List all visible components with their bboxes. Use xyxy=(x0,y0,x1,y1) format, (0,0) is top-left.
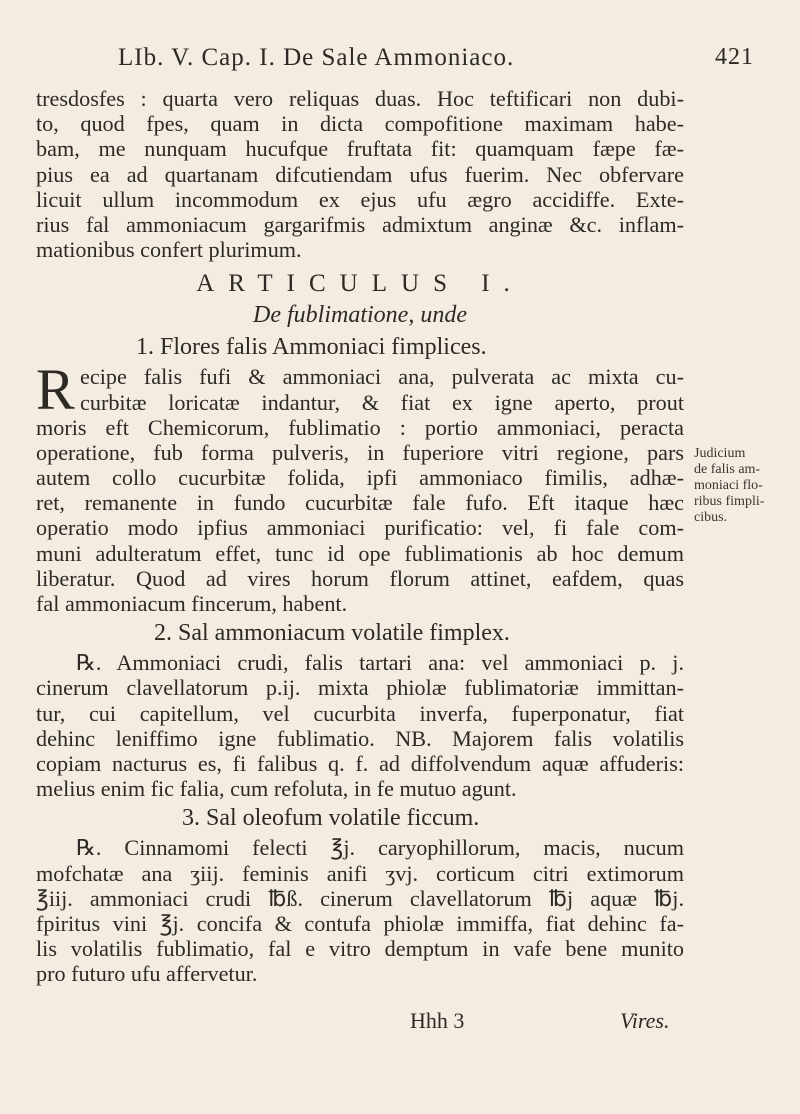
text-line: ret, remanente in fundo cucurbitæ fale fufo. Eft itaque hæc xyxy=(36,490,684,516)
catchword: Vires. xyxy=(620,1008,670,1033)
text-line: operatio modo ipfius ammoniaci purificatio: vel, fi fale com- xyxy=(36,515,684,541)
text-line: mofchatæ ana ʒiij. feminis anifi ʒvj. corticum citri extimorum xyxy=(36,860,684,886)
margin-note-line: Judicium xyxy=(694,446,746,461)
text-line: bam, me nunquam hucufque fruftata fit: quamquam fæpe fæ- xyxy=(36,136,684,162)
text-line: to, quod fpes, quam in dicta compofitione maximam habe- xyxy=(36,111,684,137)
drop-cap: R xyxy=(36,357,75,423)
text-line: liberatur. Quod ad vires horum florum attinet, eafdem, quas xyxy=(36,565,684,591)
text-line: pius ea ad quartanam difcutiendam ufus fuerim. Nec obfervare xyxy=(36,161,684,187)
text-line: copiam nacturus es, fi falibus q. f. ad diffolvendum aquæ affuderis: xyxy=(36,750,684,776)
text-line: fpiritus vini ℥j. concifa & contufa phiolæ immiffa, fiat dehinc fa- xyxy=(36,910,684,936)
intro-paragraph xyxy=(36,86,684,262)
article-heading: ARTICULUS I. xyxy=(196,270,524,298)
margin-note-line: cibus. xyxy=(694,510,728,525)
text-line: ℞. Ammoniaci crudi, falis tartari ana: vel ammoniaci p. j. xyxy=(76,650,684,676)
text-line: ℥iij. ammoniaci crudi ℔ß. cinerum clavellatorum ℔j aquæ ℔j. xyxy=(36,885,684,911)
article-subtitle: De fublimatione, unde xyxy=(253,302,467,329)
text-line: autem collo cucurbitæ folida, ipfi ammoniaco fimilis, adhæ- xyxy=(36,465,684,491)
text-line: mationibus confert plurimum. xyxy=(36,237,302,263)
text-line: tur, cui capitellum, vel cucurbita inverfa, fuperponatur, fiat xyxy=(36,700,684,726)
page-footer xyxy=(0,1008,800,1038)
margin-note-line: moniaci flo- xyxy=(694,478,763,493)
section-2-paragraph xyxy=(36,650,684,801)
text-line: ℞. Cinnamomi felecti ℥j. caryophillorum, macis, nucum xyxy=(76,835,684,861)
text-line: operatione, fub forma pulveris, in fuperiore vitri regione, pars xyxy=(36,439,684,465)
text-line: melius enim fic falia, cum refoluta, in fe mutuo agunt. xyxy=(36,776,517,802)
section-heading-2: 2. Sal ammoniacum volatile fimplex. xyxy=(154,620,510,647)
section-3-paragraph xyxy=(36,835,684,986)
running-title: LIb. V. Cap. I. De Sale Ammoniaco. xyxy=(118,44,515,71)
page-number: 421 xyxy=(715,44,754,70)
text-line: fal ammoniacum fincerum, habent. xyxy=(36,591,348,616)
section-heading-1: 1. Flores falis Ammoniaci fimplices. xyxy=(136,334,487,361)
signature-mark: Hhh 3 xyxy=(410,1008,465,1033)
main-text xyxy=(36,86,684,986)
text-line: curbitæ loricatæ indantur, & fiat ex igne aperto, prout xyxy=(80,389,684,415)
text-line: licuit ullum incommodum ex ejus ufu ægro accidiffe. Exte- xyxy=(36,186,684,212)
text-line: ecipe falis fufi & ammoniaci ana, pulverata ac mixta cu- xyxy=(80,364,684,390)
margin-note xyxy=(694,446,794,526)
text-line: tresdosfes : quarta vero reliquas duas. Hoc teftificari non dubi- xyxy=(36,86,684,111)
text-line: cinerum clavellatorum p.ij. mixta phiolæ fublimatoriæ immittan- xyxy=(36,675,684,701)
margin-note-line: ribus fimpli- xyxy=(694,494,765,509)
text-line: moris eft Chemicorum, fublimatio : portio ammoniaci, peracta xyxy=(36,414,684,440)
text-line: lis volatilis fublimatio, fal e vitro demptum in vafe bene munito xyxy=(36,936,684,962)
text-line: pro futuro ufu affervetur. xyxy=(36,961,258,987)
text-line: dehinc leniffimo igne fublimatio. NB. Majorem falis volatilis xyxy=(36,725,684,751)
margin-note-line: de falis am- xyxy=(694,462,761,477)
section-heading-3: 3. Sal oleofum volatile ficcum. xyxy=(182,805,480,832)
text-line: rius fal ammoniacum gargarifmis admixtum anginæ &c. inflam- xyxy=(36,211,684,237)
section-1-paragraph xyxy=(36,357,684,616)
text-line: muni adulteratum effet, tunc id ope fublimationis ab hoc demum xyxy=(36,540,684,566)
running-head xyxy=(118,44,754,72)
